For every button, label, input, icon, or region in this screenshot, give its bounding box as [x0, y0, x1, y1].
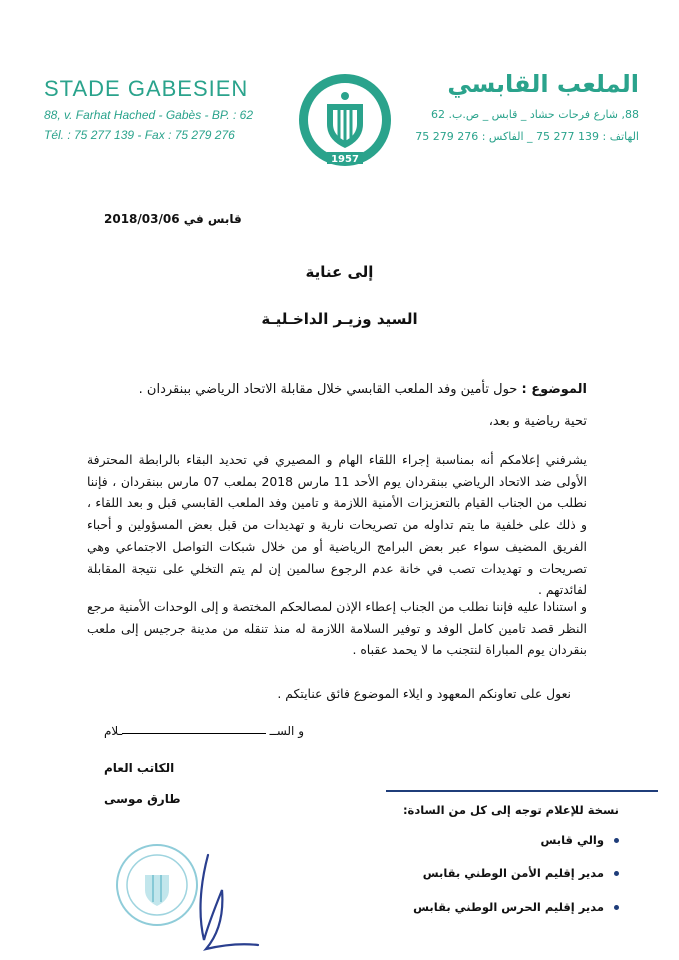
copies-item-label: والي قابس	[540, 833, 604, 847]
bullet-icon	[614, 871, 619, 876]
subject-line	[67, 382, 587, 397]
signer-title: الكاتب العام	[104, 761, 175, 775]
bullet-icon	[614, 838, 619, 843]
copies-item	[413, 900, 619, 914]
greeting: تحية رياضية و بعد،	[488, 414, 587, 429]
emblem-year: 1957	[331, 154, 359, 165]
copies-item-label: مدير إقليم الحرس الوطني بقابس	[413, 900, 604, 914]
club-address-arabic: 88, شارع فرحات حشاد _ قابس _ ص.ب. 62	[431, 108, 639, 121]
copies-item	[541, 833, 619, 847]
paragraph-2: و استنادا عليه فإننا نطلب من الجناب إعطاء الإذن لمصالحكم المختصة و إلى الوحدات الأمنية مرجع النظر قصد تامين كامل الوفد و توفير السلامة اللازمة له منذ تنقله من مدينة جرجيس إلى ملعب بنقردان يوم المباراة لنتجنب ما لا يحمد عقباه .	[87, 599, 587, 658]
paragraph-1: يشرفني إعلامكم أنه بمناسبة إجراء اللقاء الهام و المصيري في تحديد البقاء بالرابطة المحترفة الأولى ضد الاتحاد الرياضي ببنقردان يوم الأحد 11 مارس 2018 بملعب 07 مارس ببنقردان ، فإننا نطلب من الجناب القيام بالتعزيزات الأمنية اللازمة و تامين وفد الملعب القابسي قبل و بعد اللقاء ، و ذلك على خلفية ما يتم تداوله من تصريحات نارية و تهديدات من قبل بعض المسؤولين و أحباء الفريق المضيف سواء عبر بعض البرامج الرياضية أو من خلال شبكات التواصل الاجتماعي وهي تصريحات و تهديدات تصب في خانة عدم الرجوع سالمين إن لم يتم التخلي على نتيجة المقابلة لفائدتهم .	[87, 452, 587, 598]
club-phone-arabic: الهاتف : 139 277 75 _ الفاكس : 276 279 75	[415, 130, 639, 143]
copies-divider	[386, 790, 658, 792]
salutation-line	[122, 733, 266, 734]
subject-label: الموضوع :	[521, 382, 587, 397]
signature-icon	[178, 845, 268, 955]
club-name-arabic: الملعب القابسي	[447, 70, 639, 98]
club-name-french: STADE GABESIEN	[44, 76, 249, 101]
subject-text: حول تأمين وفد الملعب القابسي خلال مقابلة الاتحاد الرياضي ببنقردان .	[138, 382, 522, 397]
bullet-icon	[614, 905, 619, 910]
salutation-start: و الســ	[269, 724, 304, 738]
recipient-line-1: إلى عناية	[305, 263, 374, 281]
signer-name: طارق موسى	[104, 792, 181, 806]
recipient-line-2: السيد وزيـر الداخـليـة	[261, 310, 418, 328]
copies-heading: نسخة للإعلام توجه إلى كل من السادة:	[402, 803, 619, 817]
salutation-end: ـلام	[104, 724, 123, 738]
club-phone-french: Tél. : 75 277 139 - Fax : 75 279 276	[44, 128, 235, 142]
club-emblem-icon	[297, 72, 393, 168]
copies-item-label: مدير إقليم الأمن الوطني بقابس	[422, 866, 604, 880]
club-address-french: 88, v. Farhat Hached - Gabès - BP. : 62	[44, 108, 253, 122]
copies-item	[423, 866, 619, 880]
letter-date: قابس في 2018/03/06	[104, 212, 242, 226]
closing-line: نعول على تعاونكم المعهود و ايلاء الموضوع فائق عنايتكم .	[277, 686, 571, 701]
